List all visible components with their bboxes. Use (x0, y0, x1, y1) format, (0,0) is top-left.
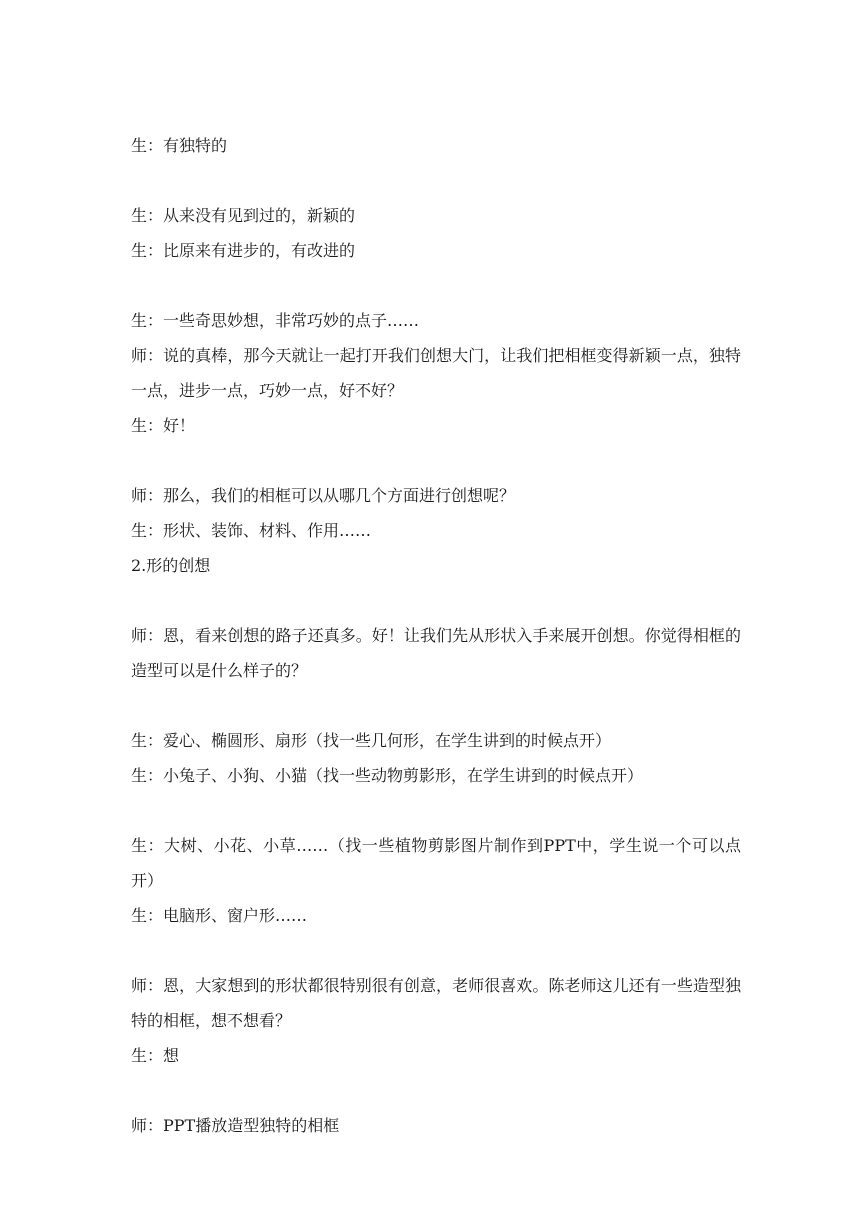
paragraph-gap (131, 583, 741, 618)
paragraph: 生：想 (131, 1046, 180, 1065)
section-heading: 2.形的创想 (131, 556, 211, 575)
paragraph: 师：说的真棒，那今天就让一起打开我们创想大门，让我们把相框变得新颖一点，独特一点，进步一点，巧妙一点，好不好？ (131, 346, 741, 400)
paragraph: 生：一些奇思妙想，非常巧妙的点子…… (131, 311, 420, 330)
paragraph-gap (131, 793, 741, 828)
paragraph: 生：爱心、椭圆形、扇形（找一些几何形，在学生讲到的时候点开） (131, 731, 612, 750)
paragraph: 生：形状、装饰、材料、作用…… (131, 521, 372, 540)
paragraph-gap (131, 163, 741, 198)
paragraph: 师：恩，大家想到的形状都很特别很有创意，老师很喜欢。陈老师这儿还有一些造型独特的相框，想不想看？ (131, 976, 741, 1030)
paragraph-gap (131, 1073, 741, 1108)
paragraph: 生：小兔子、小狗、小猫（找一些动物剪影形，在学生讲到的时候点开） (131, 766, 644, 785)
document-body (131, 128, 741, 1143)
paragraph: 生：有独特的 (131, 136, 228, 155)
paragraph: 生：大树、小花、小草……（找一些植物剪影图片制作到PPT中，学生说一个可以点开） (131, 836, 741, 890)
paragraph-gap (131, 933, 741, 968)
paragraph-gap (131, 268, 741, 303)
paragraph: 师：那么，我们的相框可以从哪几个方面进行创想呢？ (131, 486, 516, 505)
paragraph: 生：从来没有见到过的，新颖的 (131, 206, 356, 225)
paragraph: 生：比原来有进步的，有改进的 (131, 241, 356, 260)
paragraph-gap (131, 688, 741, 723)
paragraph: 生：好！ (131, 416, 196, 435)
paragraph: 师：恩，看来创想的路子还真多。好！让我们先从形状入手来展开创想。你觉得相框的造型可以是什么样子的？ (131, 626, 741, 680)
paragraph: 生：电脑形、窗户形…… (131, 906, 308, 925)
paragraph-gap (131, 443, 741, 478)
paragraph: 师：PPT播放造型独特的相框 (131, 1116, 340, 1135)
